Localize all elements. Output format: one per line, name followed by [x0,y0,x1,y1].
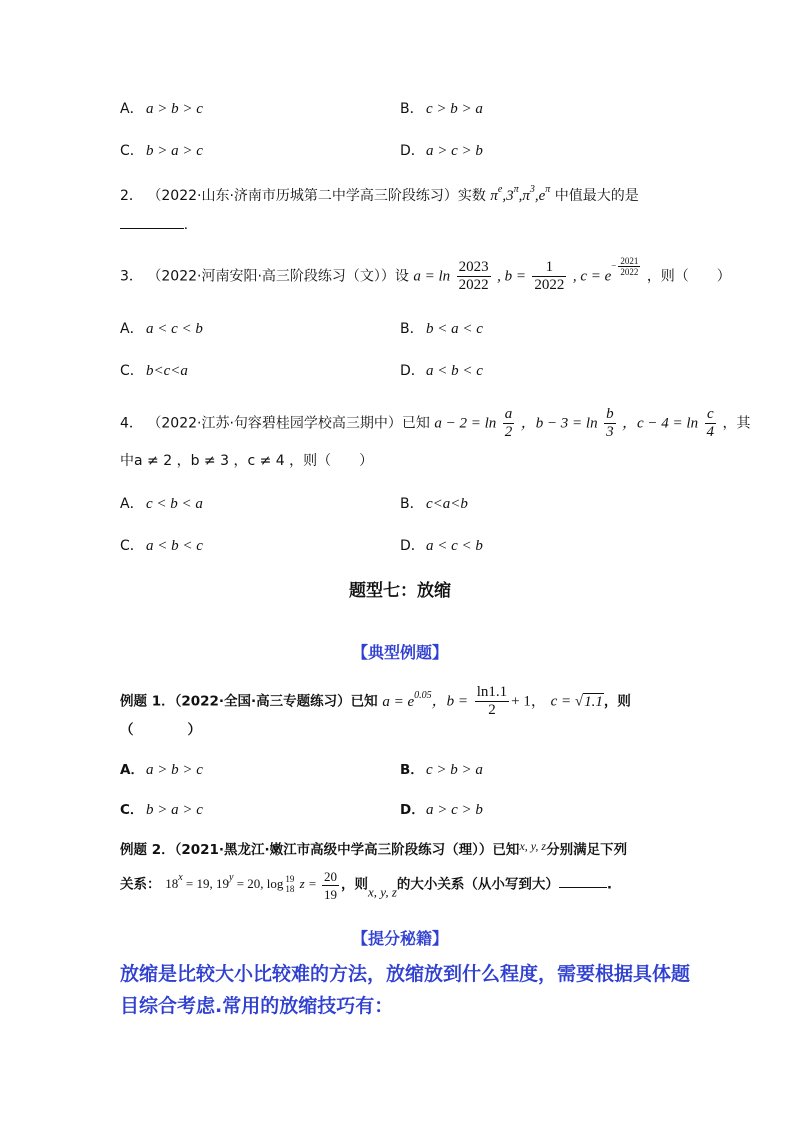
blank-end: . [184,217,188,233]
question-source: （2022·江苏·句容碧桂园学校高三期中）已知 [147,415,430,432]
b-expression: ，b = [431,693,469,710]
question-4-line2 [120,450,373,470]
denominator: 2022 [620,267,639,277]
q3-option-b [400,318,483,338]
option-text: a > b > c [146,762,203,778]
answer-blank-line [120,214,188,234]
option-label: D． [400,538,425,554]
fraction-b [532,259,566,294]
option-text: c > b > a [426,762,483,778]
option-label: A． [120,101,144,117]
example-1-paren: （ ） [120,722,201,738]
b-expression: , b = [497,268,526,285]
q1-option-c [120,140,203,160]
option-text: a > c > b [426,143,483,159]
c-expression: c = √1.1 [550,693,603,710]
equation-c: ，c − 4 = ln [622,415,699,432]
variables: x, y, z [519,839,547,853]
log-base-bottom: 18 [285,884,295,895]
example-title: 例题 1．（2022·全国·高三专题练习）已知 [120,693,378,710]
blank-end: . [606,876,613,893]
example-tail: ，则 [603,693,631,710]
denominator: 2 [504,424,513,440]
relation-2-tail: = 20, log [233,876,284,892]
question-source: （2022·河南安阳·高三阶段练习（文））设 [147,268,409,285]
ex1-option-a [120,758,203,779]
option-label: D． [400,143,425,159]
numerator: 2021 [620,256,639,266]
option-label: C． [120,143,144,159]
option-label: A． [120,321,144,337]
q1-option-b [400,98,483,118]
option-label: B． [400,762,424,778]
option-label: C． [120,363,144,379]
q3-option-a [120,318,203,338]
log-tail: z = [296,876,317,892]
ex1-option-c [120,798,203,819]
log-base [285,874,294,894]
log-base-top: 19 [285,874,295,885]
numerator: c [705,406,717,424]
b-fraction [475,684,509,719]
denominator: 2022 [534,277,565,294]
denominator: 4 [706,424,715,440]
denominator: 19 [324,887,337,902]
fraction-a [503,406,515,441]
section-title: 题型七：放缩 [349,581,451,601]
option-label: B． [400,496,424,512]
question-4 [120,406,751,441]
exponent-y: y [229,872,234,884]
numerator: 1 [532,259,566,277]
relation-prefix: 关系： [120,876,161,893]
b-tail: + 1， [511,693,546,710]
option-text: c<a<b [426,496,468,512]
question-2: 2． （2022·山东·济南市历城第二中学高三阶段练习）实数 $\pi^e,3^\pi,\pi^3,e^\pi$ 中值最大的是 [120,184,639,204]
q1-option-a [120,98,203,118]
variables-2: x, y, z [368,884,397,900]
numerator: b [606,406,614,422]
base-18: 18 [165,876,179,892]
option-text: a < b < c [146,538,203,554]
denominator: 2 [488,702,496,718]
option-text: a < c < b [426,538,483,554]
option-label: C． [120,802,144,818]
numerator: 20 [324,869,337,884]
example-1 [120,684,631,719]
numerator: ln1.1 [476,684,508,700]
tips-text: 放缩是比较大小比较难的方法，放缩放到什么程度，需要根据具体题目综合考虑.常用的放缩技巧有： [120,963,691,1017]
then-text: ，则 [341,876,368,893]
question-tail: ，其 [722,415,751,432]
numerator: 2023 [458,259,489,276]
ex1-option-b [400,758,483,779]
exponent-fraction [618,256,640,277]
q1-option-d [400,140,483,160]
c-radicand: 1.1 [584,693,603,710]
example-title: 例题 2．（2021·黑龙江·嫩江市高级中学高三阶段练习（理））已知 [120,842,520,858]
equation-b: ，b − 3 = ln [520,415,598,432]
option-label: C． [120,538,144,554]
option-label: A． [120,762,144,778]
option-text: b < a < c [426,321,483,337]
a-exponent: 0.05 [414,689,432,701]
typical-examples-heading: 【典型例题】 [351,643,448,662]
question-number: 3． [120,268,143,285]
option-text: a < c < b [146,321,203,337]
q4-option-b [400,493,468,513]
ask-text: 的大小关系（从小写到大） [396,876,559,893]
option-text: b<c<a [146,363,188,379]
option-text: b > a > c [146,143,203,159]
a-expression: a = ln [413,268,451,285]
option-text: a < b < c [426,363,483,379]
question-tail: ，则（ ） [646,268,731,285]
question-source: （2022·山东·济南市历城第二中学高三阶段练习）实数 [147,188,486,204]
q3-option-c [120,360,188,380]
option-text: a > c > b [426,802,483,818]
fraction [322,868,339,903]
q4-option-c [120,535,203,555]
q4-option-d [400,535,483,555]
option-text: c < b < a [146,496,203,512]
option-text: b > a > c [146,802,203,818]
exponent-x: x [178,872,183,884]
option-label: D． [400,802,425,818]
fraction-a [457,259,491,294]
q4-option-a [120,493,203,513]
option-label: B． [400,321,424,337]
fraction-b [604,406,616,441]
c-prefix: c = [550,693,575,710]
c-expression: , c = e [572,268,612,285]
option-label: B． [400,101,424,117]
ex1-option-d [400,798,483,819]
fraction-c [705,406,717,441]
q3-option-d [400,360,483,380]
option-label: D． [400,363,425,379]
denominator: 3 [606,424,614,440]
example-2 [120,838,627,858]
option-text: c > b > a [426,101,483,117]
question-tail: 中值最大的是 [554,188,639,204]
question-number: 4． [120,415,143,432]
a-expression: a = e [382,693,415,710]
option-label: A． [120,496,144,512]
question-3: 3． （2022·河南安阳·高三阶段练习（文））设 a = ln $\frac{2023}{2022}$ , b = $\frac{1}{2022}$ , c = e− $\frac{2021}{2022}$ ，则（ ） [120,256,731,294]
tips-heading: 【提分秘籍】 [351,929,448,948]
relations [165,869,341,902]
example-2-line2 [120,868,612,903]
answer-blank [559,873,607,888]
question-number: 2． [120,188,143,204]
numerator: a [504,406,513,422]
example-tail: 分别满足下列 [546,842,628,858]
question-text: 中a ≠ 2 ，b ≠ 3 ，c ≠ 4 ，则（ ） [120,453,374,469]
denominator: 2022 [458,277,489,294]
answer-blank [120,214,184,229]
option-text: a > b > c [146,101,203,117]
equation-a: a − 2 = ln [434,415,497,432]
relation-1-tail: = 19, 19 [182,876,229,892]
